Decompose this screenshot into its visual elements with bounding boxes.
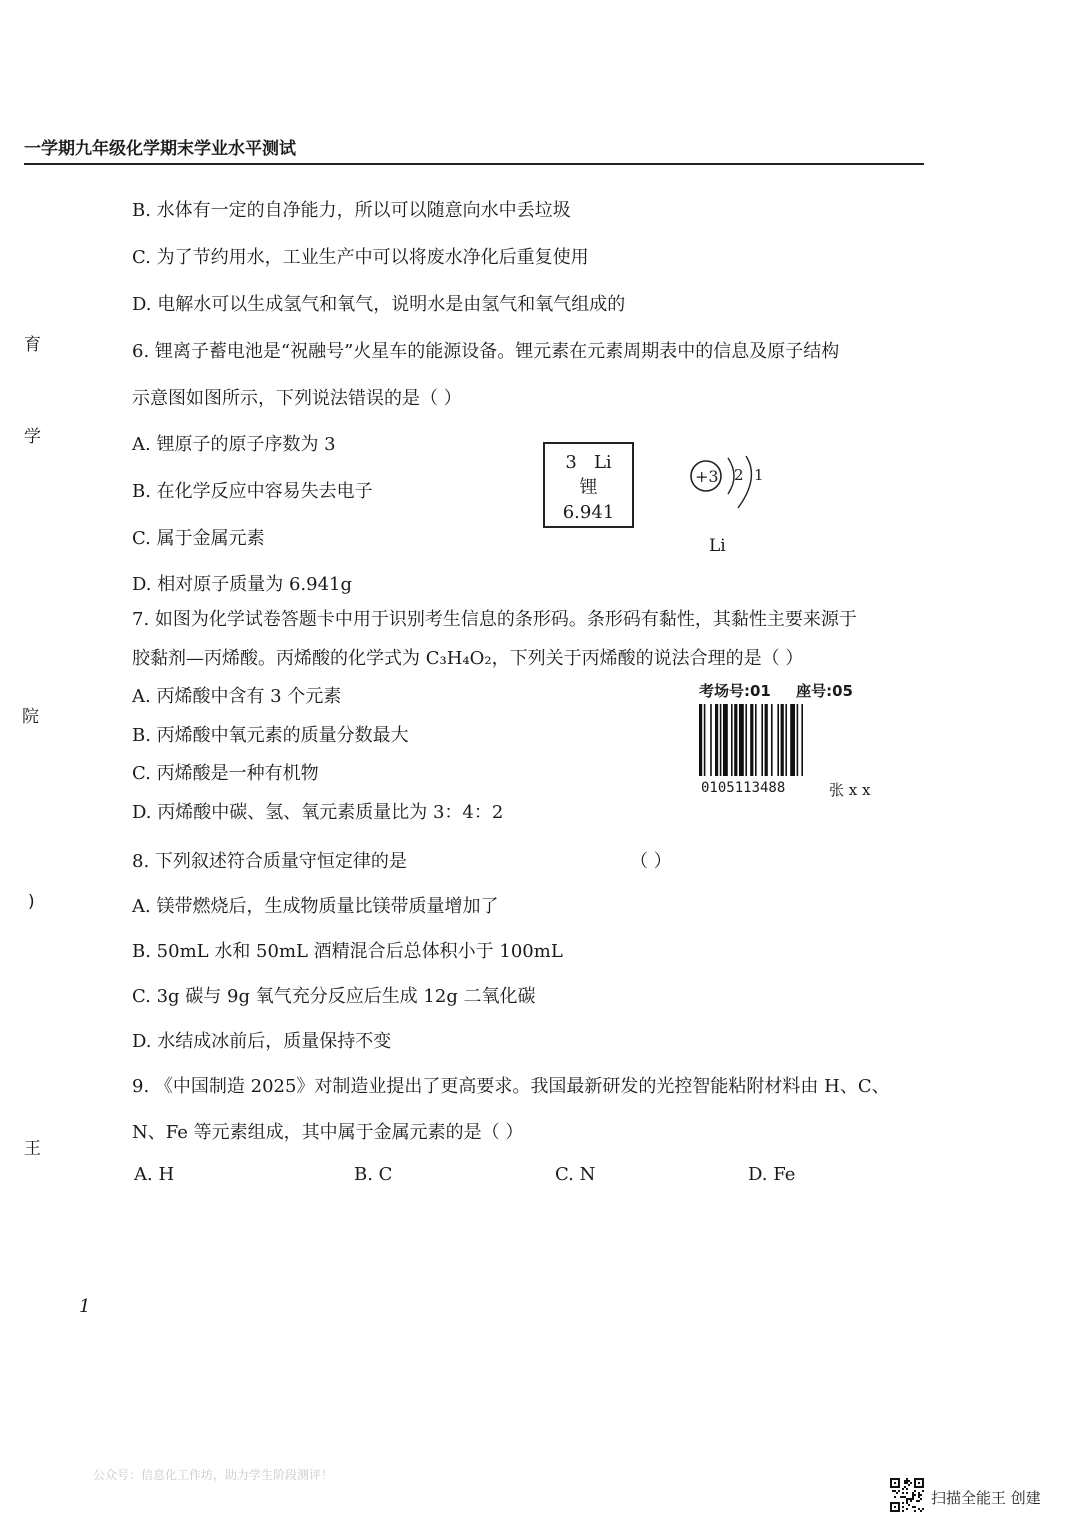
q9-stem-line2: N、Fe 等元素组成，其中属于金属元素的是（ ） [132, 1122, 524, 1143]
qr-module [894, 1478, 896, 1480]
qr-module [918, 1496, 920, 1498]
qr-module [896, 1492, 898, 1494]
barcode-bar [771, 704, 773, 776]
qr-module [894, 1490, 896, 1492]
qr-module [892, 1478, 894, 1480]
barcode-number: 0105113488 [701, 780, 786, 796]
qr-module [904, 1496, 906, 1498]
qr-module [916, 1500, 918, 1502]
atom-label: Li [709, 536, 726, 556]
element-card [543, 442, 634, 528]
barcode-bars [699, 704, 869, 776]
qr-module [922, 1482, 924, 1484]
qr-module [920, 1510, 922, 1512]
q8-stem: 8. 下列叙述符合质量守恒定律的是 [132, 851, 407, 872]
barcode-bar [723, 704, 728, 776]
qr-module [906, 1502, 908, 1504]
qr-module [902, 1502, 904, 1504]
qr-module [890, 1508, 892, 1510]
barcode-bar [734, 704, 737, 776]
qr-module [906, 1492, 908, 1494]
qr-module [912, 1494, 914, 1496]
qr-module [914, 1506, 916, 1508]
barcode-bar [715, 704, 718, 776]
qr-module [920, 1486, 922, 1488]
qr-module [892, 1486, 894, 1488]
q8-option-b: B. 50mL 水和 50mL 酒精混合后总体积小于 100mL [132, 941, 563, 962]
qr-module [898, 1482, 900, 1484]
seat-number: 座号:05 [796, 682, 853, 700]
qr-module [906, 1500, 908, 1502]
qr-module [918, 1478, 920, 1480]
qr-module [912, 1496, 914, 1498]
barcode-bar [765, 704, 768, 776]
qr-module [890, 1478, 892, 1480]
qr-module [904, 1482, 906, 1484]
qr-module [892, 1502, 894, 1504]
qr-module [898, 1484, 900, 1486]
margin-char: ) [28, 892, 35, 912]
barcode-bar [745, 704, 747, 776]
q6-option-b: B. 在化学反应中容易失去电子 [132, 481, 373, 502]
qr-module [916, 1478, 918, 1480]
candidate-name: 张 x x [829, 781, 871, 799]
q6-stem-line1: 6. 锂离子蓄电池是“祝融号”火星车的能源设备。锂元素在元素周期表中的信息及原子结构 [132, 341, 840, 362]
margin-char: 王 [24, 1139, 41, 1159]
q8-option-c: C. 3g 碳与 9g 氧气充分反应后生成 12g 二氧化碳 [132, 986, 536, 1007]
barcode-bar [801, 704, 803, 776]
atom-structure-diagram [686, 452, 776, 522]
q8-answer-paren: （ ） [630, 851, 672, 872]
qr-module [890, 1484, 892, 1486]
qr-module [898, 1486, 900, 1488]
qr-module [894, 1496, 896, 1498]
q6-option-d: D. 相对原子质量为 6.941g [132, 574, 353, 595]
barcode-bar [785, 704, 787, 776]
element-mass: 6.941 [562, 502, 615, 523]
element-card-top [545, 450, 632, 475]
qr-module [920, 1478, 922, 1480]
qr-module [896, 1502, 898, 1504]
q7-option-d: D. 丙烯酸中碳、氢、氧元素质量比为 3：4：2 [132, 802, 504, 823]
barcode-bar [761, 704, 763, 776]
qr-module [906, 1508, 908, 1510]
shell1-electrons: 2 [734, 466, 744, 484]
nucleus-charge: +3 [695, 467, 719, 486]
qr-module [898, 1504, 900, 1506]
qr-module [906, 1488, 908, 1490]
barcode-bar [720, 704, 722, 776]
q7-stem-line1: 7. 如图为化学试卷答题卡中用于识别考生信息的条形码。条形码有黏性，其黏性主要来源于 [132, 609, 857, 630]
qr-module [912, 1492, 914, 1494]
qr-module [890, 1486, 892, 1488]
qr-module [890, 1482, 892, 1484]
qr-module [908, 1498, 910, 1500]
qr-module [904, 1480, 906, 1482]
qr-module [890, 1504, 892, 1506]
qr-module [898, 1478, 900, 1480]
q9-option-d: D. Fe [748, 1164, 796, 1185]
qr-module [906, 1498, 908, 1500]
q7-stem-line2: 胶黏剂—丙烯酸。丙烯酸的化学式为 C₃H₄O₂，下列关于丙烯酸的说法合理的是（ ） [132, 648, 804, 669]
qr-module [908, 1504, 910, 1506]
margin-char: 学 [24, 427, 41, 447]
qr-module [922, 1478, 924, 1480]
q5-option-d: D. 电解水可以生成氢气和氧气，说明水是由氢气和氧气组成的 [132, 294, 626, 315]
q8-option-a: A. 镁带燃烧后，生成物质量比镁带质量增加了 [132, 896, 499, 917]
qr-module [894, 1510, 896, 1512]
qr-module [922, 1490, 924, 1492]
qr-module [890, 1480, 892, 1482]
qr-module [894, 1506, 896, 1508]
qr-module [898, 1490, 900, 1492]
shell2-electrons: 1 [754, 466, 764, 484]
qr-module [918, 1500, 920, 1502]
page-header-title: 一学期九年级化学期末学业水平测试 [24, 139, 296, 159]
footer-watermark: 公众号：信息化工作坊，助力学生阶段测评！ [93, 1468, 334, 1482]
q6-option-a: A. 锂原子的原子序数为 3 [132, 434, 336, 455]
element-symbol: Li [593, 452, 612, 473]
qr-module [920, 1494, 922, 1496]
qr-module [922, 1486, 924, 1488]
qr-module [896, 1486, 898, 1488]
qr-module [898, 1480, 900, 1482]
qr-module [902, 1488, 904, 1490]
element-atomic-number: 3 [565, 452, 577, 473]
q5-option-b: B. 水体有一定的自净能力，所以可以随意向水中丢垃圾 [132, 200, 571, 221]
q6-option-c: C. 属于金属元素 [132, 528, 265, 549]
qr-module [902, 1510, 904, 1512]
barcode-bar [710, 704, 712, 776]
qr-module [892, 1490, 894, 1492]
qr-module [898, 1510, 900, 1512]
barcode-label [699, 680, 881, 820]
qr-module [914, 1484, 916, 1486]
q5-option-c: C. 为了节约用水，工业生产中可以将废水净化后重复使用 [132, 247, 589, 268]
qr-module [894, 1502, 896, 1504]
q9-option-a: A. H [134, 1164, 175, 1185]
page-number: 1 [79, 1296, 91, 1317]
q6-stem-line2: 示意图如图所示，下列说法错误的是（ ） [132, 388, 462, 409]
qr-code-icon [890, 1478, 924, 1512]
element-name: 锂 [579, 477, 598, 498]
qr-module [914, 1490, 916, 1492]
qr-module [902, 1506, 904, 1508]
qr-module [914, 1510, 916, 1512]
barcode-bar [781, 704, 784, 776]
barcode-header [699, 680, 873, 701]
qr-module [898, 1502, 900, 1504]
qr-module [892, 1510, 894, 1512]
qr-module [896, 1510, 898, 1512]
qr-module [914, 1486, 916, 1488]
qr-module [902, 1492, 904, 1494]
qr-module [904, 1486, 906, 1488]
qr-module [890, 1510, 892, 1512]
barcode-bar [739, 704, 744, 776]
qr-module [914, 1480, 916, 1482]
qr-module [914, 1482, 916, 1484]
qr-module [910, 1498, 912, 1500]
qr-module [918, 1482, 920, 1484]
qr-module [910, 1482, 912, 1484]
qr-module [912, 1498, 914, 1500]
barcode-bar [704, 704, 706, 776]
barcode-bar [750, 704, 753, 776]
qr-module [918, 1486, 920, 1488]
qr-module [918, 1492, 920, 1494]
q7-option-b: B. 丙烯酸中氧元素的质量分数最大 [132, 725, 409, 746]
qr-module [894, 1486, 896, 1488]
qr-module [910, 1500, 912, 1502]
barcode-bar [755, 704, 757, 776]
qr-module [922, 1484, 924, 1486]
qr-module [896, 1478, 898, 1480]
qr-module [920, 1498, 922, 1500]
barcode-bar [731, 704, 733, 776]
barcode-bar [790, 704, 795, 776]
q9-stem-line1: 9. 《中国制造 2025》对制造业提出了更高要求。我国最新研发的光控智能粘附材料由 H、C、 [132, 1076, 890, 1097]
qr-module [916, 1486, 918, 1488]
barcode-bar [797, 704, 799, 776]
qr-module [918, 1508, 920, 1510]
qr-module [890, 1506, 892, 1508]
scanner-credit: 扫描全能王 创建 [931, 1489, 1041, 1507]
header-rule [24, 163, 924, 165]
qr-module [908, 1484, 910, 1486]
q9-option-b: B. C [354, 1164, 393, 1185]
q9-option-c: C. N [555, 1164, 596, 1185]
qr-module [900, 1496, 902, 1498]
qr-module [922, 1480, 924, 1482]
margin-char: 育 [24, 335, 41, 355]
q7-option-a: A. 丙烯酸中含有 3 个元素 [132, 686, 342, 707]
qr-module [906, 1478, 908, 1480]
qr-module [914, 1494, 916, 1496]
qr-module [906, 1482, 908, 1484]
qr-module [922, 1508, 924, 1510]
qr-module [894, 1482, 896, 1484]
qr-module [906, 1480, 908, 1482]
q7-option-c: C. 丙烯酸是一种有机物 [132, 763, 319, 784]
qr-module [918, 1494, 920, 1496]
qr-module [898, 1508, 900, 1510]
barcode-bar [699, 704, 702, 776]
barcode-bar [777, 704, 779, 776]
qr-module [908, 1480, 910, 1482]
qr-module [912, 1506, 914, 1508]
q8-option-d: D. 水结成冰前后，质量保持不变 [132, 1031, 392, 1052]
qr-module [890, 1502, 892, 1504]
margin-char: 院 [22, 707, 39, 727]
exam-room-number: 考场号:01 [699, 682, 771, 700]
qr-module [898, 1506, 900, 1508]
qr-module [914, 1478, 916, 1480]
qr-module [902, 1496, 904, 1498]
